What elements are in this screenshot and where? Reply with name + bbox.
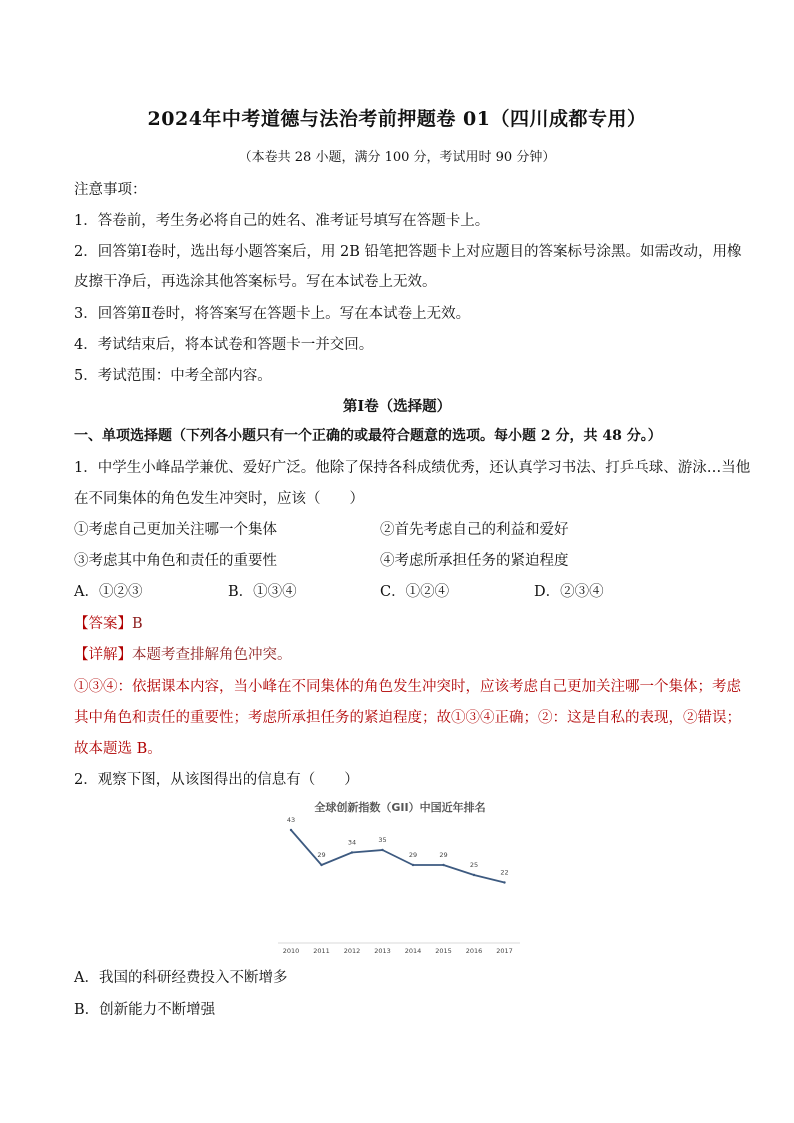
q1-detail (74, 643, 292, 664)
notice-item: 4．考试结束后，将本试卷和答题卡一并交回。 (74, 337, 374, 353)
q1-statement-4: ④考虑所承担任务的紧迫程度 (380, 553, 569, 569)
data-label: 34 (347, 838, 357, 847)
q2-option-b: B．创新能力不断增强 (74, 1002, 216, 1018)
x-tick-label: 2016 (465, 947, 483, 955)
q1-statement-1: ①考虑自己更加关注哪一个集体 (74, 522, 277, 538)
x-tick-label: 2014 (404, 947, 422, 955)
page-title: 2024年中考道德与法治考前押题卷 01（四川成都专用） (147, 108, 647, 130)
x-tick-label: 2013 (374, 947, 391, 955)
data-label: 29 (439, 851, 448, 859)
q1-explanation: 故本题选 B。 (74, 741, 162, 757)
data-label: 29 (408, 851, 418, 859)
x-tick-label: 2010 (282, 947, 300, 955)
q1-option-c: C．①②④ (380, 584, 450, 600)
detail-tag: 【详解】 (74, 647, 132, 663)
part-heading: 一、单项选择题（下列各小题只有一个正确的或最符合题意的选项。每小题 2 分，共 48 分。） (74, 428, 662, 444)
q1-answer (74, 612, 143, 633)
q1-stem: 1．中学生小峰品学兼优、爱好广泛。他除了保持各科成绩优秀，还认真学习书法、打乒乓球、游泳…当他 (74, 460, 751, 476)
x-tick-label: 2017 (496, 947, 513, 955)
data-point (442, 864, 444, 866)
data-label: 43 (286, 816, 296, 824)
data-point (320, 864, 322, 866)
data-label: 25 (469, 861, 479, 869)
x-tick-label: 2011 (313, 947, 330, 955)
x-tick-label: 2012 (343, 947, 361, 955)
x-tick-label: 2015 (435, 947, 452, 955)
q1-explanation: 其中角色和责任的重要性；考虑所承担任务的紧迫程度；故①③④正确；②：这是自私的表现，②错误； (74, 710, 741, 726)
data-point (290, 829, 292, 831)
q2-stem: 2．观察下图，从该图得出的信息有（ ） (74, 772, 359, 788)
chart-svg (270, 795, 530, 960)
section-title: 第Ⅰ卷（选择题） (342, 398, 452, 415)
q1-statement-3: ③考虑其中角色和责任的重要性 (74, 553, 277, 569)
q1-explanation: ①③④：依据课本内容，当小峰在不同集体的角色发生冲突时，应该考虑自己更加关注哪一个集体；考虑 (74, 679, 741, 695)
q1-option-b: B．①③④ (228, 584, 297, 600)
notice-item: 1．答卷前，考生务必将自己的姓名、准考证号填写在答题卡上。 (74, 213, 490, 229)
data-point (412, 864, 414, 866)
data-label: 35 (378, 836, 387, 844)
q1-option-a: A．①②③ (74, 584, 143, 600)
notice-heading: 注意事项： (74, 182, 147, 198)
page-subtitle: （本卷共 28 小题，满分 100 分，考试用时 90 分钟） (238, 150, 556, 165)
notice-item: 皮擦干净后，再选涂其他答案标号。写在本试卷上无效。 (74, 274, 437, 290)
q2-option-a: A．我国的科研经费投入不断增多 (74, 970, 288, 986)
q1-statement-2: ②首先考虑自己的利益和爱好 (380, 522, 569, 538)
notice-item: 2．回答第Ⅰ卷时，选出每小题答案后，用 2B 铅笔把答题卡上对应题目的答案标号涂黑。如需改动，用橡 (74, 244, 742, 260)
data-point (503, 881, 505, 883)
data-label: 29 (317, 851, 326, 859)
data-point (473, 874, 475, 876)
notice-item: 3．回答第Ⅱ卷时，将答案写在答题卡上。写在本试卷上无效。 (74, 306, 471, 322)
chart-title: 全球创新指数（GII）中国近年排名 (314, 801, 486, 814)
data-point (381, 849, 383, 851)
answer-tag: 【答案】 (74, 616, 132, 632)
data-label: 22 (500, 868, 509, 877)
q1-stem-cont: 在不同集体的角色发生冲突时，应该（ ） (74, 491, 364, 507)
notice-item: 5．考试范围：中考全部内容。 (74, 368, 272, 384)
data-point (351, 851, 353, 853)
q1-option-d: D．②③④ (534, 584, 604, 600)
answer-value: B (132, 616, 143, 632)
detail-text: 本题考查排解角色冲突。 (132, 647, 292, 663)
gii-ranking-chart (270, 795, 530, 960)
